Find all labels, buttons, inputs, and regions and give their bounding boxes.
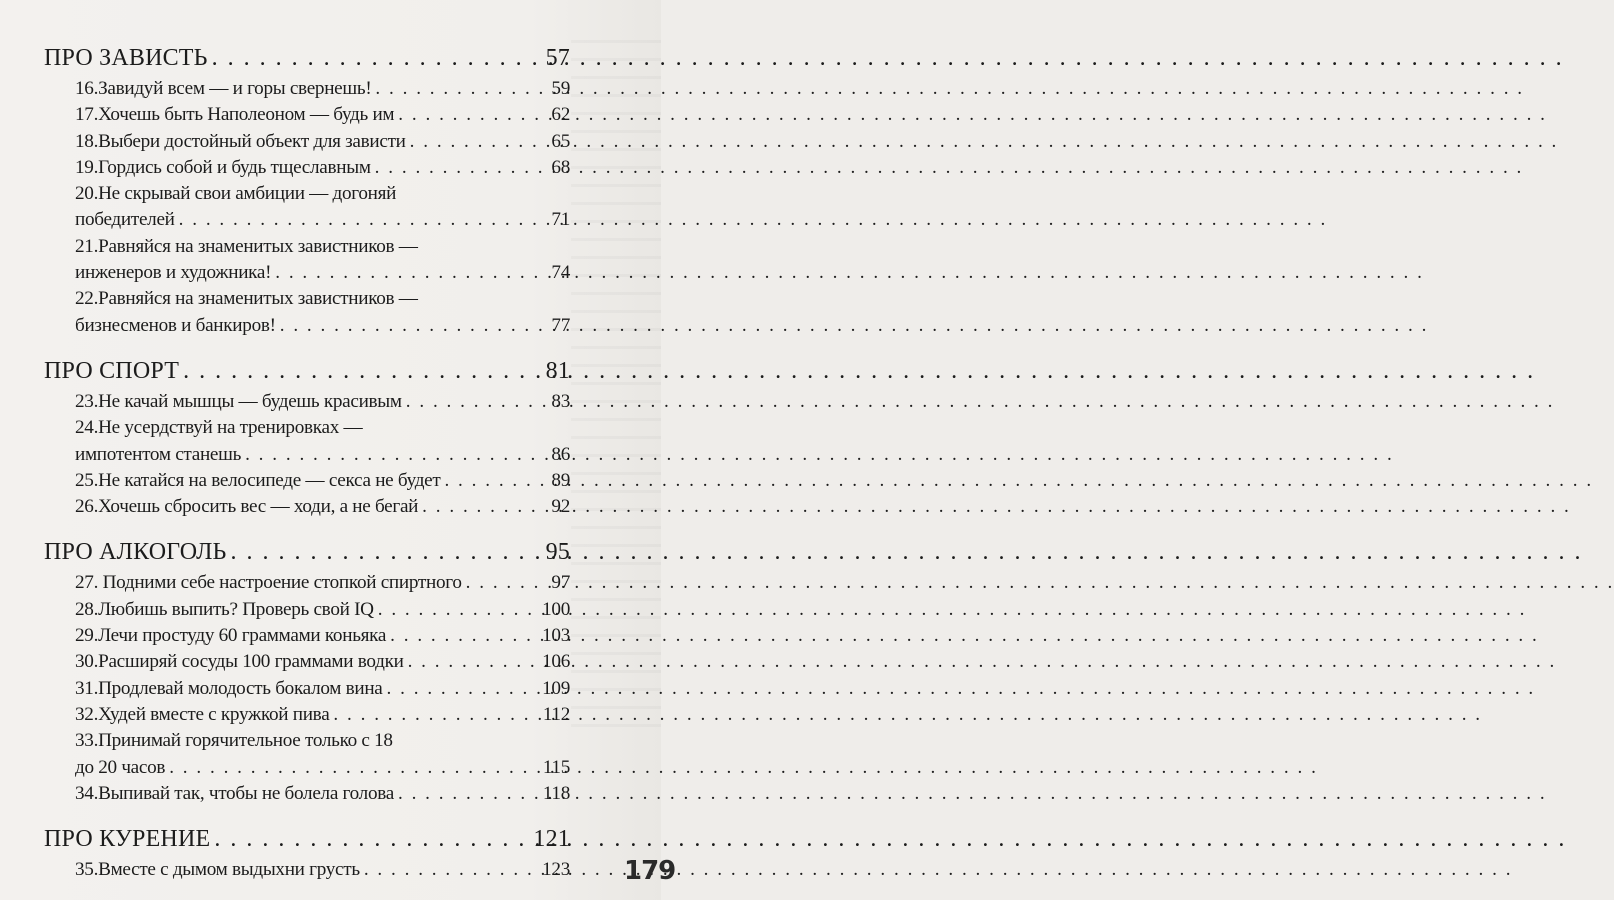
dot-leader xyxy=(398,781,539,807)
dot-leader xyxy=(387,676,539,702)
toc-entry xyxy=(44,623,570,649)
entry-title: бизнесменов и банкиров! xyxy=(75,314,276,336)
entry-title: 27. Подними себе настроение стопкой спиртного xyxy=(75,572,462,594)
dot-leader xyxy=(422,494,547,520)
entry-title: 28.Любишь выпить? Проверь свой IQ xyxy=(75,598,374,620)
toc-section-heading xyxy=(44,353,570,389)
dot-leader xyxy=(375,155,548,181)
entry-title: победителей xyxy=(75,209,175,231)
dot-leader xyxy=(466,570,548,596)
section-page-number: 81 xyxy=(545,357,570,384)
toc-entry xyxy=(44,676,570,702)
dot-leader xyxy=(398,102,547,128)
toc-entry xyxy=(44,389,570,415)
entry-title: 16.Завидуй всем — и горы свернешь! xyxy=(75,78,372,99)
toc-entry xyxy=(44,702,570,728)
toc-section-heading xyxy=(44,40,570,76)
toc-entry xyxy=(44,76,570,102)
entry-title: 23.Не качай мышцы — будешь красивым xyxy=(75,390,402,412)
toc-entry xyxy=(44,494,570,520)
entry-title: 19.Гордись собой и будь тщеславным xyxy=(75,156,371,178)
dot-leader xyxy=(169,755,539,781)
toc-entry-line: 24.Не усердствуй на тренировках — xyxy=(75,417,363,439)
entry-title: импотентом станешь xyxy=(75,443,242,465)
toc-entry xyxy=(44,570,570,596)
toc-entry-line: 21.Равняйся на знаменитых завистников — xyxy=(75,235,418,257)
entry-page-number: 100 xyxy=(542,598,570,620)
dot-leader xyxy=(275,260,547,286)
dot-leader xyxy=(364,857,538,883)
toc-entry xyxy=(44,102,570,128)
dot-leader xyxy=(214,821,529,857)
entry-page-number: 89 xyxy=(551,469,570,491)
section-page-number: 57 xyxy=(545,45,570,71)
dot-leader xyxy=(179,207,548,233)
entry-page-number: 106 xyxy=(542,651,570,673)
entry-page-number: 68 xyxy=(551,156,570,178)
entry-title: 26.Хочешь сбросить вес — ходи, а не бегай xyxy=(75,496,419,518)
dot-leader xyxy=(444,468,547,494)
section-title: ПРО СПОРТ xyxy=(44,357,180,384)
dot-leader xyxy=(212,40,542,76)
dot-leader xyxy=(410,129,548,155)
dot-leader xyxy=(333,702,538,728)
entry-title: 31.Продлевай молодость бокалом вина xyxy=(75,677,383,699)
toc-entry xyxy=(44,755,570,781)
entry-title: 29.Лечи простуду 60 граммами коньяка xyxy=(75,625,387,647)
entry-page-number: 71 xyxy=(551,209,570,231)
dot-leader xyxy=(375,76,547,102)
entry-page-number: 74 xyxy=(551,262,570,284)
toc-entry xyxy=(44,597,570,623)
entry-title: инженеров и художника! xyxy=(75,262,272,284)
toc-entry xyxy=(44,155,570,181)
entry-page-number: 103 xyxy=(542,625,570,647)
dot-leader xyxy=(231,534,542,570)
dot-leader xyxy=(390,623,538,649)
section-page-number: 121 xyxy=(533,826,570,853)
entry-page-number: 123 xyxy=(542,859,570,881)
section-page-number: 95 xyxy=(545,539,570,566)
section-title: ПРО ЗАВИСТЬ xyxy=(44,45,208,71)
dot-leader xyxy=(280,313,548,339)
entry-page-number: 77 xyxy=(551,314,570,336)
entry-page-number: 97 xyxy=(551,572,570,594)
entry-page-number: 92 xyxy=(551,496,570,518)
book-page xyxy=(0,0,676,900)
entry-title: до 20 часов xyxy=(75,756,166,778)
table-of-contents xyxy=(44,40,570,883)
toc-entry-line: 33.Принимай горячительное только с 18 xyxy=(75,730,393,752)
toc-entry xyxy=(44,260,570,286)
entry-title: 18.Выбери достойный объект для зависти xyxy=(75,130,406,152)
entry-page-number: 115 xyxy=(542,756,570,778)
entry-page-number: 86 xyxy=(551,443,570,465)
toc-entry xyxy=(44,857,570,883)
dot-leader xyxy=(406,389,548,415)
section-gap xyxy=(44,807,570,821)
entry-title: 25.Не катайся на велосипеде — секса не будет xyxy=(75,469,441,491)
toc-entry-line: 20.Не скрывай свои амбиции — догоняй xyxy=(75,183,397,205)
toc-entry xyxy=(44,313,570,339)
toc-entry-line: 22.Равняйся на знаменитых завистников — xyxy=(75,288,418,310)
toc-entry xyxy=(44,781,570,807)
section-gap xyxy=(44,339,570,353)
toc-entry xyxy=(44,207,570,233)
entry-page-number: 65 xyxy=(551,130,570,152)
entry-title: 30.Расширяй сосуды 100 граммами водки xyxy=(75,651,404,673)
entry-title: 17.Хочешь быть Наполеоном — будь им xyxy=(75,104,395,126)
entry-page-number: 112 xyxy=(542,703,570,725)
dot-leader xyxy=(245,442,547,468)
entry-page-number: 118 xyxy=(542,782,570,804)
toc-entry xyxy=(44,468,570,494)
section-title: ПРО АЛКОГОЛЬ xyxy=(44,539,227,566)
entry-page-number: 83 xyxy=(551,390,570,412)
toc-entry xyxy=(44,442,570,468)
toc-entry xyxy=(44,649,570,675)
entry-page-number: 59 xyxy=(551,78,570,99)
dot-leader xyxy=(408,649,539,675)
toc-section-heading xyxy=(44,534,570,570)
entry-title: 34.Выпивай так, чтобы не болела голова xyxy=(75,782,394,804)
entry-page-number: 62 xyxy=(551,104,570,126)
toc-entry xyxy=(44,129,570,155)
toc-section-heading xyxy=(44,821,570,857)
page-folio: 179 xyxy=(624,856,676,886)
entry-page-number: 109 xyxy=(542,677,570,699)
section-gap xyxy=(44,520,570,534)
entry-title: 32.Худей вместе с кружкой пива xyxy=(75,703,330,725)
dot-leader xyxy=(183,353,542,389)
dot-leader xyxy=(378,597,538,623)
section-title: ПРО КУРЕНИЕ xyxy=(44,826,211,853)
entry-title: 35.Вместе с дымом выдыхни грусть xyxy=(75,859,360,881)
